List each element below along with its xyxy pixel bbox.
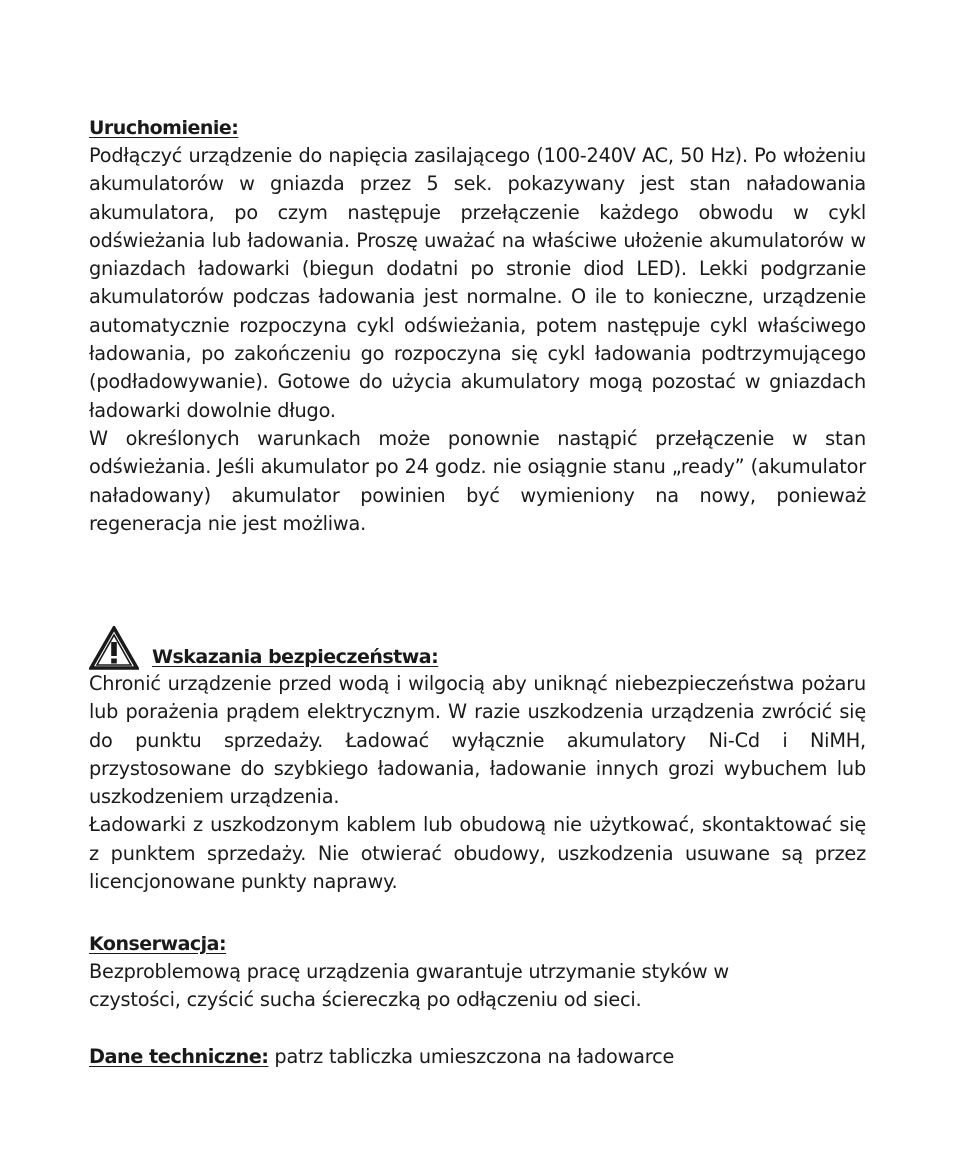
- section-maintenance: [89, 930, 866, 1015]
- safety-paragraph-2: Ładowarki z uszkodzonym kablem lub obudową nie użytkować, skontaktować się z punktem sprzedaży. Nie otwierać obudowy, uszkodzenia usuwane są przez licencjonowane punkty naprawy.: [89, 813, 866, 894]
- section-technical: [89, 1043, 866, 1071]
- startup-paragraph-1: Podłączyć urządzenie do napięcia zasilającego (100-240V AC, 50 Hz). Po włożeniu akumulatorów w gniazda przez 5 sek. pokazywany jest stan naładowania akumulatora, po czym następuje przełączenie każdego obwodu w cykl odświeżania lub ładowania. Proszę uważać na właściwe ułożenie akumulatorów w gniazdach ładowarki (biegun dodatni po stronie diod LED). Lekki podgrzanie akumulatorów podczas ładowania jest normalne. O ile to konieczne, urządzenie automatycznie rozpoczyna cykl odświeżania, potem następuje cykl właściwego ładowania, po zakończeniu go rozpoczyna się cykl ładowania podtrzymującego (podładowywanie). Gotowe do użycia akumulatory mogą pozostać w gniazdach ładowarki dowolnie długo.: [89, 144, 866, 422]
- section-startup: [89, 114, 866, 538]
- safety-heading: Wskazania bezpieczeństwa:: [152, 646, 439, 668]
- section-safety: [89, 626, 866, 896]
- startup-heading: Uruchomienie:: [89, 117, 239, 139]
- safety-paragraph-1: Chronić urządzenie przed wodą i wilgocią aby uniknąć niebezpieczeństwa pożaru lub porażenia prądem elektrycznym. W razie uszkodzenia urządzenia zwrócić się do punktu sprzedaży. Ładować wyłącznie akumulatory Ni-Cd i NiMH, przystosowane do szybkiego ładowania, ładowanie innych grozi wybuchem lub uszkodzeniem urządzenia.: [89, 672, 866, 809]
- safety-heading-row: [89, 626, 866, 670]
- technical-line: [89, 1043, 866, 1071]
- maintenance-line-2: czystości, czyścić sucha ściereczką po odłączeniu od sieci.: [89, 988, 642, 1012]
- startup-paragraph-2: W określonych warunkach może ponownie nastąpić przełączenie w stan odświeżania. Jeśli akumulator po 24 godz. nie osiągnie stanu „ready” (akumulator naładowany) akumulator powinien być wymieniony na nowy, ponieważ regeneracja nie jest możliwa.: [89, 426, 866, 535]
- maintenance-line-1: Bezproblemową pracę urządzenia gwarantuje utrzymanie styków w: [89, 960, 729, 983]
- maintenance-heading: Konserwacja:: [89, 933, 227, 955]
- technical-text: patrz tabliczka umieszczona na ładowarce: [268, 1045, 675, 1068]
- warning-triangle-icon: [89, 626, 139, 670]
- technical-heading: Dane techniczne:: [89, 1045, 269, 1068]
